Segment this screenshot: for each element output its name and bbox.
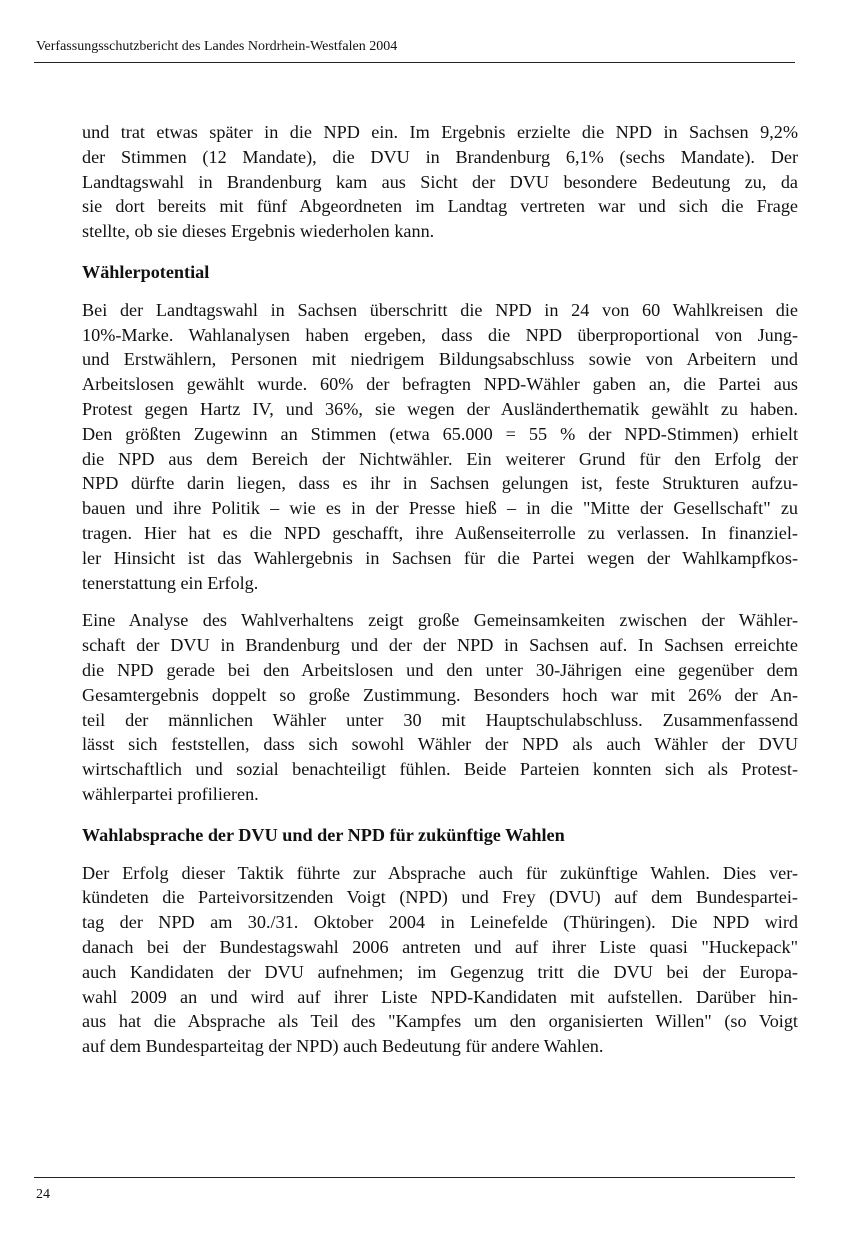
- text-line: der Stimmen (12 Mandate), die DVU in Brandenburg 6,1% (sechs Mandate). Der: [82, 146, 798, 167]
- text-line: teil der männlichen Wähler unter 30 mit Hauptschulabschluss. Zusammenfassend: [82, 709, 798, 730]
- paragraph-1: [82, 120, 798, 244]
- text-line: die NPD aus dem Bereich der Nichtwähler. Ein weiterer Grund für den Erfolg der: [82, 448, 798, 469]
- section-heading-waehlerpotential: Wählerpotential: [82, 261, 210, 282]
- text-line: und Erstwählern, Personen mit niedrigem Bildungsabschluss sowie von Arbeitern und: [82, 349, 798, 370]
- text-line: ler Hinsicht ist das Wahlergebnis in Sachsen für die Partei wegen der Wahlkampfkos-: [82, 547, 798, 568]
- text-line: Landtagswahl in Brandenburg kam aus Sicht der DVU besondere Bedeutung zu, da: [82, 171, 798, 192]
- text-line: tag der NPD am 30./31. Oktober 2004 in Leinefelde (Thüringen). Die NPD wird: [82, 912, 798, 933]
- paragraph-4: [82, 861, 798, 1059]
- header-rule: [34, 62, 795, 63]
- page-body: [82, 120, 798, 1059]
- footer-rule: [34, 1177, 795, 1178]
- running-header: Verfassungsschutzbericht des Landes Nordrhein-Westfalen 2004: [36, 39, 398, 54]
- paragraph-3: [82, 608, 798, 806]
- text-line: Der Erfolg dieser Taktik führte zur Absprache auch für zukünftige Wahlen. Dies ver-: [82, 862, 798, 883]
- text-line: aus hat die Absprache als Teil des "Kampfes um den organisierten Willen" (so Voigt: [82, 1011, 798, 1032]
- text-line: wahl 2009 an und wird auf ihrer Liste NPD-Kandidaten mit aufstellen. Darüber hin-: [82, 986, 798, 1007]
- text-line: auf dem Bundesparteitag der NPD) auch Bedeutung für andere Wahlen.: [82, 1036, 604, 1057]
- text-line: tenerstattung ein Erfolg.: [82, 572, 259, 593]
- page-number: 24: [36, 1187, 50, 1202]
- text-line: sie dort bereits mit fünf Abgeordneten im Landtag vertreten war und sich die Frage: [82, 196, 798, 217]
- text-line: die NPD gerade bei den Arbeitslosen und den unter 30-Jährigen eine gegenüber dem: [82, 659, 798, 680]
- text-line: bauen und ihre Politik – wie es in der Presse hieß – in die "Mitte der Gesellschaft" zu: [82, 498, 798, 519]
- text-line: Protest gegen Hartz IV, und 36%, sie wegen der Ausländerthematik gewählt zu haben.: [82, 398, 798, 419]
- text-line: Bei der Landtagswahl in Sachsen überschritt die NPD in 24 von 60 Wahlkreisen die: [82, 299, 798, 320]
- text-line: Den größten Zugewinn an Stimmen (etwa 65.000 = 55 % der NPD-Stimmen) erhielt: [82, 423, 798, 444]
- text-line: und trat etwas später in die NPD ein. Im Ergebnis erzielte die NPD in Sachsen 9,2%: [82, 122, 798, 142]
- text-line: kündeten die Parteivorsitzenden Voigt (NPD) und Frey (DVU) auf dem Bundespartei-: [82, 887, 798, 908]
- text-line: NPD dürfte darin liegen, dass es ihr in Sachsen gelungen ist, feste Strukturen aufzu-: [82, 473, 798, 494]
- text-line: schaft der DVU in Brandenburg und der der NPD in Sachsen auf. In Sachsen erreichte: [82, 635, 798, 656]
- section-heading-wahlabsprache: Wahlabsprache der DVU und der NPD für zukünftige Wahlen: [82, 824, 565, 845]
- paragraph-2: [82, 298, 798, 596]
- text-line: auch Kandidaten der DVU aufnehmen; im Gegenzug tritt die DVU bei der Europa-: [82, 961, 798, 982]
- text-line: danach bei der Bundestagswahl 2006 antreten und auf ihrer Liste quasi "Huckepack": [82, 936, 798, 957]
- text-line: lässt sich feststellen, dass sich sowohl Wähler der NPD als auch Wähler der DVU: [82, 734, 798, 755]
- text-line: stellte, ob sie dieses Ergebnis wiederholen kann.: [82, 221, 435, 242]
- text-line: tragen. Hier hat es die NPD geschafft, ihre Außenseiterrolle zu verlassen. In finanziel-: [82, 522, 798, 543]
- text-line: Gesamtergebnis doppelt so große Zustimmung. Besonders hoch war mit 26% der An-: [82, 684, 798, 705]
- text-line: wählerpartei profilieren.: [82, 783, 259, 804]
- text-line: 10%-Marke. Wahlanalysen haben ergeben, dass die NPD überproportional von Jung-: [82, 324, 798, 345]
- text-line: Arbeitslosen gewählt wurde. 60% der befragten NPD-Wähler gaben an, die Partei aus: [82, 374, 798, 395]
- text-line: wirtschaftlich und sozial benachteiligt fühlen. Beide Parteien konnten sich als Protest-: [82, 759, 798, 780]
- text-line: Eine Analyse des Wahlverhaltens zeigt große Gemeinsamkeiten zwischen der Wähler-: [82, 610, 798, 631]
